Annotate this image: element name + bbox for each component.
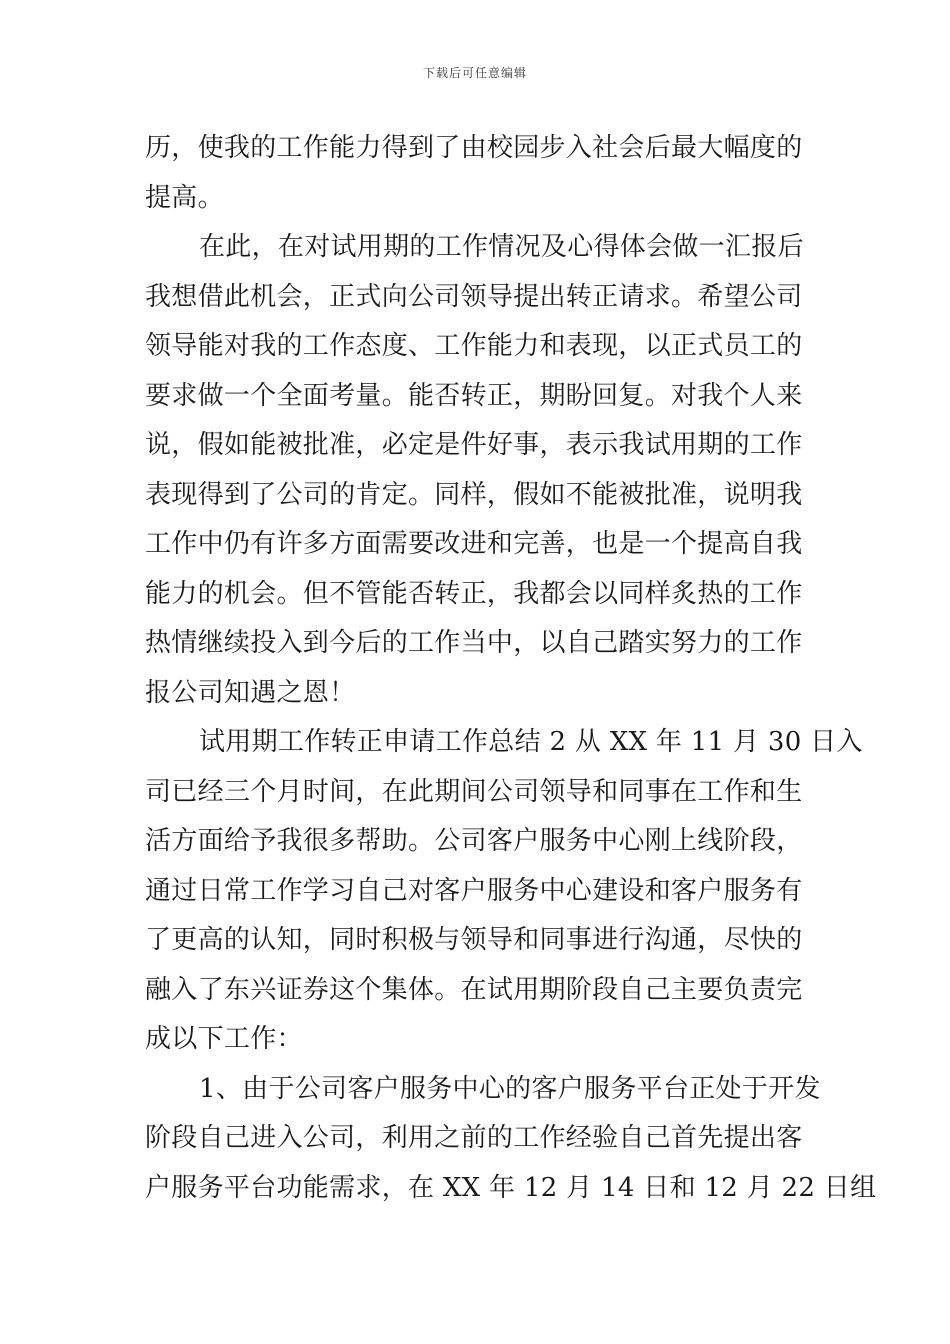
text-line: 融入了东兴证券这个集体。在试用期阶段自己主要负责完 bbox=[145, 974, 803, 1005]
text-line: 说，假如能被批准，必定是件好事，表示我试用期的工作 bbox=[145, 430, 803, 460]
text-line: 热情继续投入到今后的工作当中，以自己踏实努力的工作 bbox=[145, 628, 803, 658]
text-line: 表现得到了公司的肯定。同样，假如不能被批准，说明我 bbox=[145, 479, 803, 510]
text-line: 要求做一个全面考量。能否转正，期盼回复。对我个人来 bbox=[145, 380, 803, 411]
text-line: 工作中仍有许多方面需要改进和完善，也是一个提高自我 bbox=[145, 529, 803, 559]
text-line: 1、由于公司客户服务中心的客户服务平台正处于开发 bbox=[199, 1073, 821, 1104]
text-line: 历，使我的工作能力得到了由校园步入社会后最大幅度的 bbox=[145, 133, 803, 163]
text-line: 报公司知遇之恩！ bbox=[145, 677, 356, 708]
text-line: 阶段自己进入公司，利用之前的工作经验自己首先提出客 bbox=[145, 1123, 803, 1153]
text-line: 能力的机会。但不管能否转正，我都会以同样炙热的工作 bbox=[145, 578, 803, 609]
text-line: 我想借此机会，正式向公司领导提出转正请求。希望公司 bbox=[145, 281, 803, 312]
text-line: 司已经三个月时间，在此期间公司领导和同事在工作和生 bbox=[145, 776, 803, 807]
text-line: 提高。 bbox=[145, 182, 224, 213]
text-line: 领导能对我的工作态度、工作能力和表现，以正式员工的 bbox=[145, 331, 803, 361]
document-body bbox=[145, 124, 877, 1213]
text-line: 活方面给予我很多帮助。公司客户服务中心刚上线阶段， bbox=[145, 826, 803, 856]
text-line: 成以下工作： bbox=[145, 1024, 303, 1054]
text-line: 了更高的认知，同时积极与领导和同事进行沟通，尽快的 bbox=[145, 925, 803, 955]
text-line: 户服务平台功能需求，在 XX 年 12 月 14 日和 12 月 22 日组 bbox=[145, 1172, 877, 1203]
text-line: 通过日常工作学习自己对客户服务中心建设和客户服务有 bbox=[145, 875, 803, 906]
text-line: 在此，在对试用期的工作情况及心得体会做一汇报后 bbox=[199, 232, 804, 262]
text-line: 试用期工作转正申请工作总结 2 从 XX 年 11 月 30 日入 bbox=[199, 727, 863, 757]
page-header: 下载后可任意编辑 bbox=[422, 66, 527, 80]
